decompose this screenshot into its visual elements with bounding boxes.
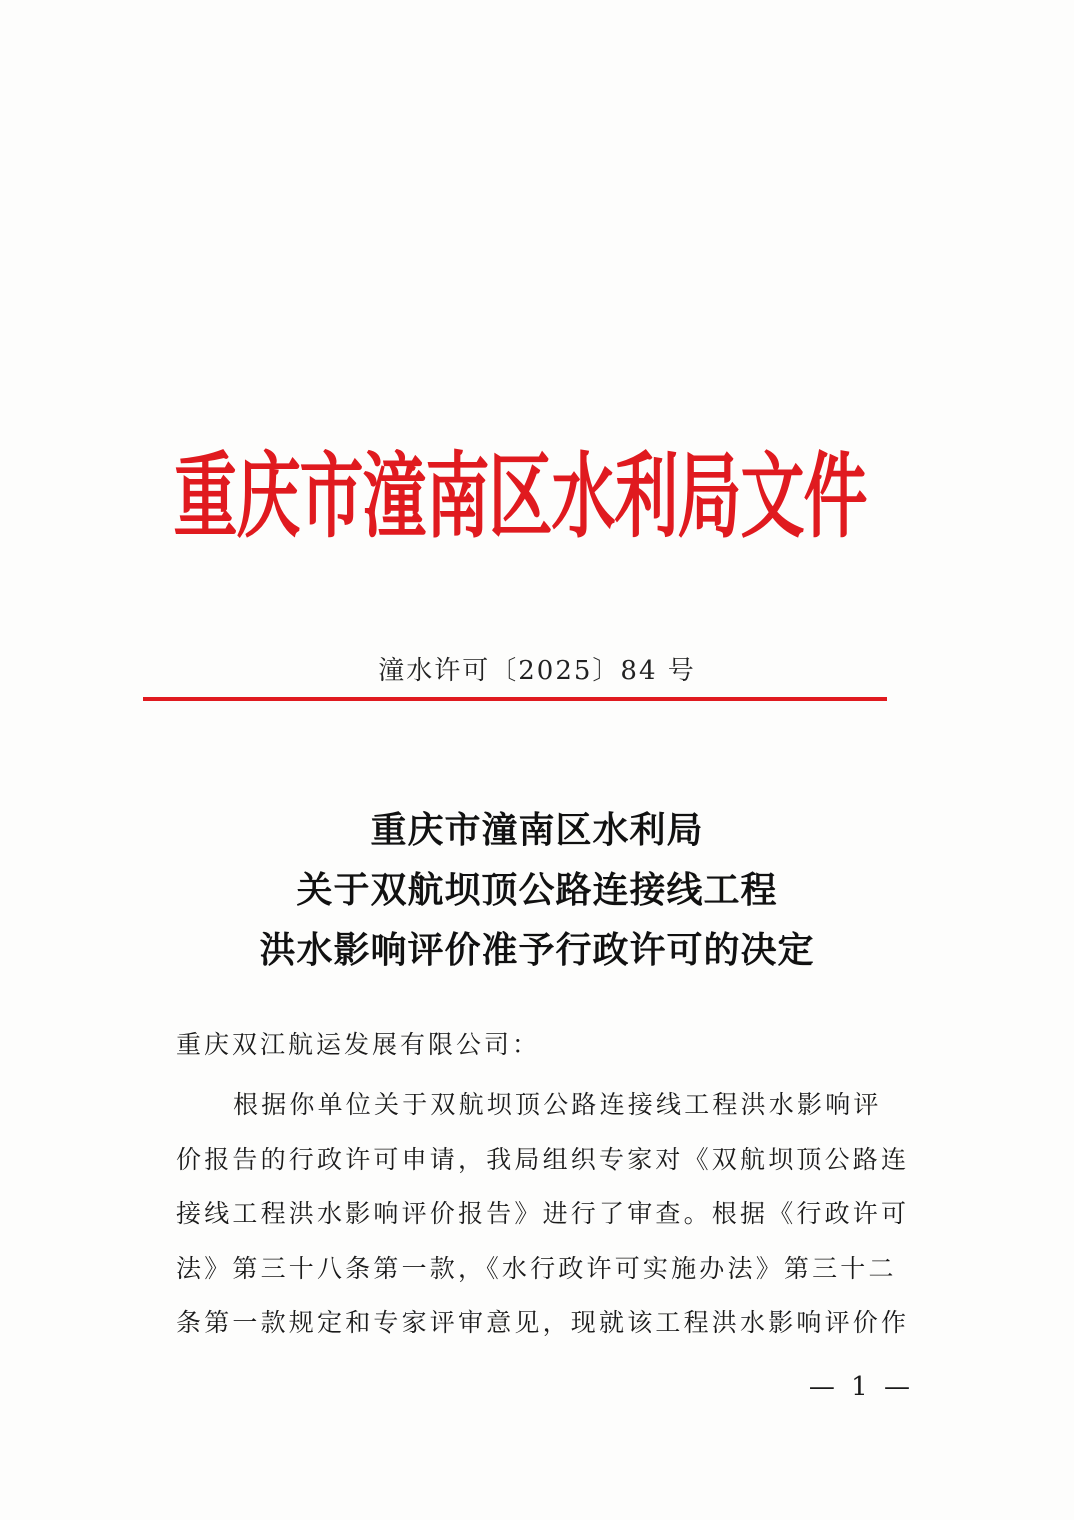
title-line-2: 关于双航坝顶公路连接线工程	[296, 869, 778, 911]
body-line-2: 价报告的行政许可申请，我局组织专家对《双航坝顶公路连	[176, 1144, 910, 1174]
title-line-1: 重庆市潼南区水利局	[370, 809, 704, 851]
body-line-5: 条第一款规定和专家评审意见，现就该工程洪水影响评价作	[176, 1308, 910, 1337]
issuer-banner: 重庆市潼南区水利局文件	[173, 444, 867, 552]
title-line-3: 洪水影响评价准予行政许可的决定	[259, 929, 815, 971]
body-line-4: 法》第三十八条第一款，《水行政许可实施办法》第三十二	[176, 1253, 897, 1283]
red-divider-line	[143, 697, 887, 701]
document-number: 潼水许可〔2025〕84 号	[378, 656, 696, 686]
document-title	[0, 800, 1074, 980]
page-number: — 1 —	[808, 1372, 914, 1402]
body-line-1: 根据你单位关于双航坝顶公路连接线工程洪水影响评	[233, 1090, 882, 1119]
addressee: 重庆双江航运发展有限公司：	[176, 1030, 541, 1059]
body-line-3: 接线工程洪水影响评价报告》进行了审查。根据《行政许可	[176, 1199, 910, 1228]
body-paragraph	[176, 1078, 911, 1351]
